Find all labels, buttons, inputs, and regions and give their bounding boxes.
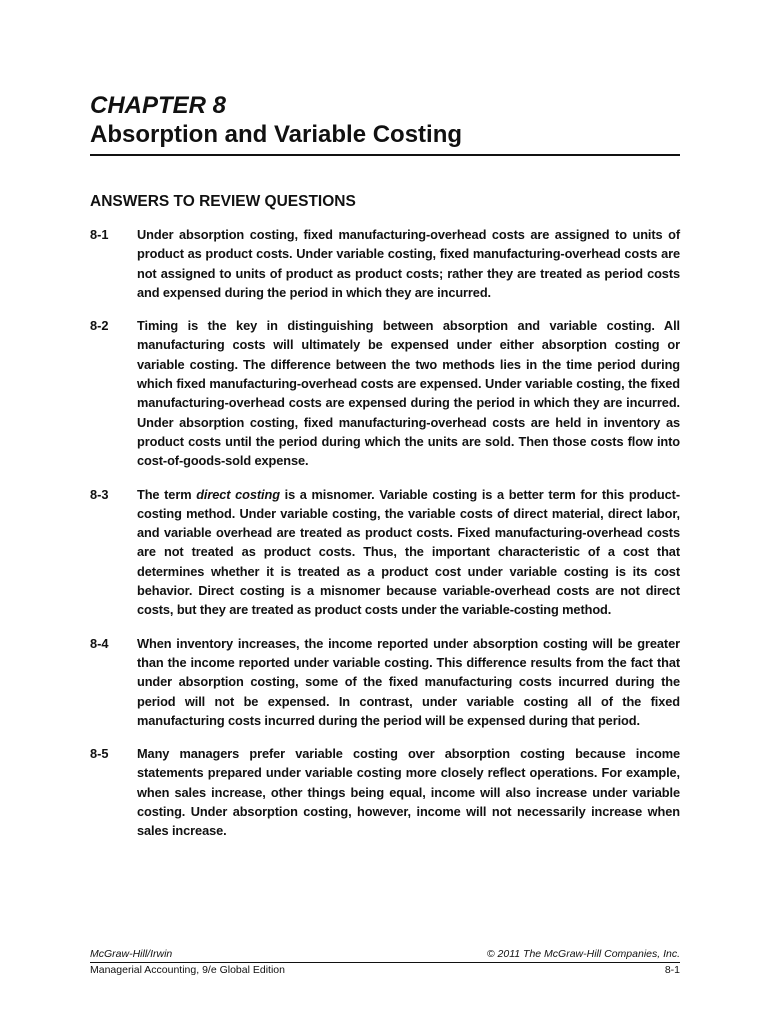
- document-page: [90, 92, 680, 855]
- answer-emphasis: direct costing: [196, 486, 280, 502]
- question-answer: Timing is the key in distinguishing between absorption and variable costing. All manufacturing costs will ultimately be expensed under either absorption costing or variable costing. The difference between the two methods lies in the time period during which fixed manufacturing-overhead costs are expensed. Under variable costing, the fixed manufacturing-overhead costs are expensed during the period in which they are incurred. Under absorption costing, fixed manufacturing-overhead costs are held in inventory as product costs until the period during which the units are sold. Then those costs flow into cost-of-goods-sold expense.: [137, 318, 680, 469]
- question-answer: When inventory increases, the income reported under absorption costing will be greater than the income reported under variable costing. This difference results from the fact that under absorption costing, some of the fixed manufacturing costs incurred during the period will not be expensed. In contrast, under variable costing all of the fixed manufacturing costs incurred during the period will be expensed during that period.: [137, 635, 680, 728]
- section-heading: ANSWERS TO REVIEW QUESTIONS: [90, 193, 356, 210]
- question-8-1: [90, 225, 680, 302]
- question-answer: [137, 485, 680, 620]
- footer-copyright: © 2011 The McGraw-Hill Companies, Inc.: [486, 948, 680, 960]
- question-8-4: [90, 634, 680, 730]
- question-number: 8-2: [90, 318, 109, 334]
- chapter-title: Absorption and Variable Costing: [90, 120, 680, 156]
- question-number: 8-5: [90, 746, 109, 762]
- footer-publisher: McGraw-Hill/Irwin: [90, 948, 173, 960]
- question-8-2: [90, 316, 680, 470]
- question-8-3: [90, 485, 680, 620]
- question-number: 8-4: [90, 635, 109, 651]
- question-answer: Many managers prefer variable costing over absorption costing because income statements prepared under variable costing more closely reflect operations. For example, when sales increase, other things being equal, income will also increase under variable costing. Under absorption costing, however, income will not necessarily increase when sales increase.: [137, 746, 680, 839]
- question-answer: Under absorption costing, fixed manufacturing-overhead costs are assigned to units of product as product costs. Under variable costing, fixed manufacturing-overhead costs are not assigned to units of product as product costs; rather they are treated as period costs and expensed during the period in which they are incurred.: [137, 227, 680, 300]
- page-footer: [90, 948, 680, 977]
- footer-page-number: 8-1: [664, 964, 680, 976]
- question-number: 8-3: [90, 486, 109, 502]
- question-8-5: [90, 744, 680, 840]
- answer-text-end: is a misnomer. Variable costing is a better term for this product-costing method. Under variable costing, the variable costs of direct material, direct labor, and variable overhead are treated as product costs. Fixed manufacturing-overhead costs are not treated as product costs. Thus, the important characteristic of a cost that determines whether it is treated as a product cost under variable costing is its cost behavior. Direct costing is a misnomer because variable-overhead costs are not direct costs, but they are treated as product costs under the variable-costing method.: [137, 486, 680, 618]
- chapter-label: CHAPTER 8: [90, 92, 227, 119]
- footer-divider: [90, 962, 680, 963]
- question-number: 8-1: [90, 227, 109, 242]
- footer-book-title: Managerial Accounting, 9/e Global Edition: [90, 964, 285, 976]
- answer-text-start: The term: [137, 486, 197, 502]
